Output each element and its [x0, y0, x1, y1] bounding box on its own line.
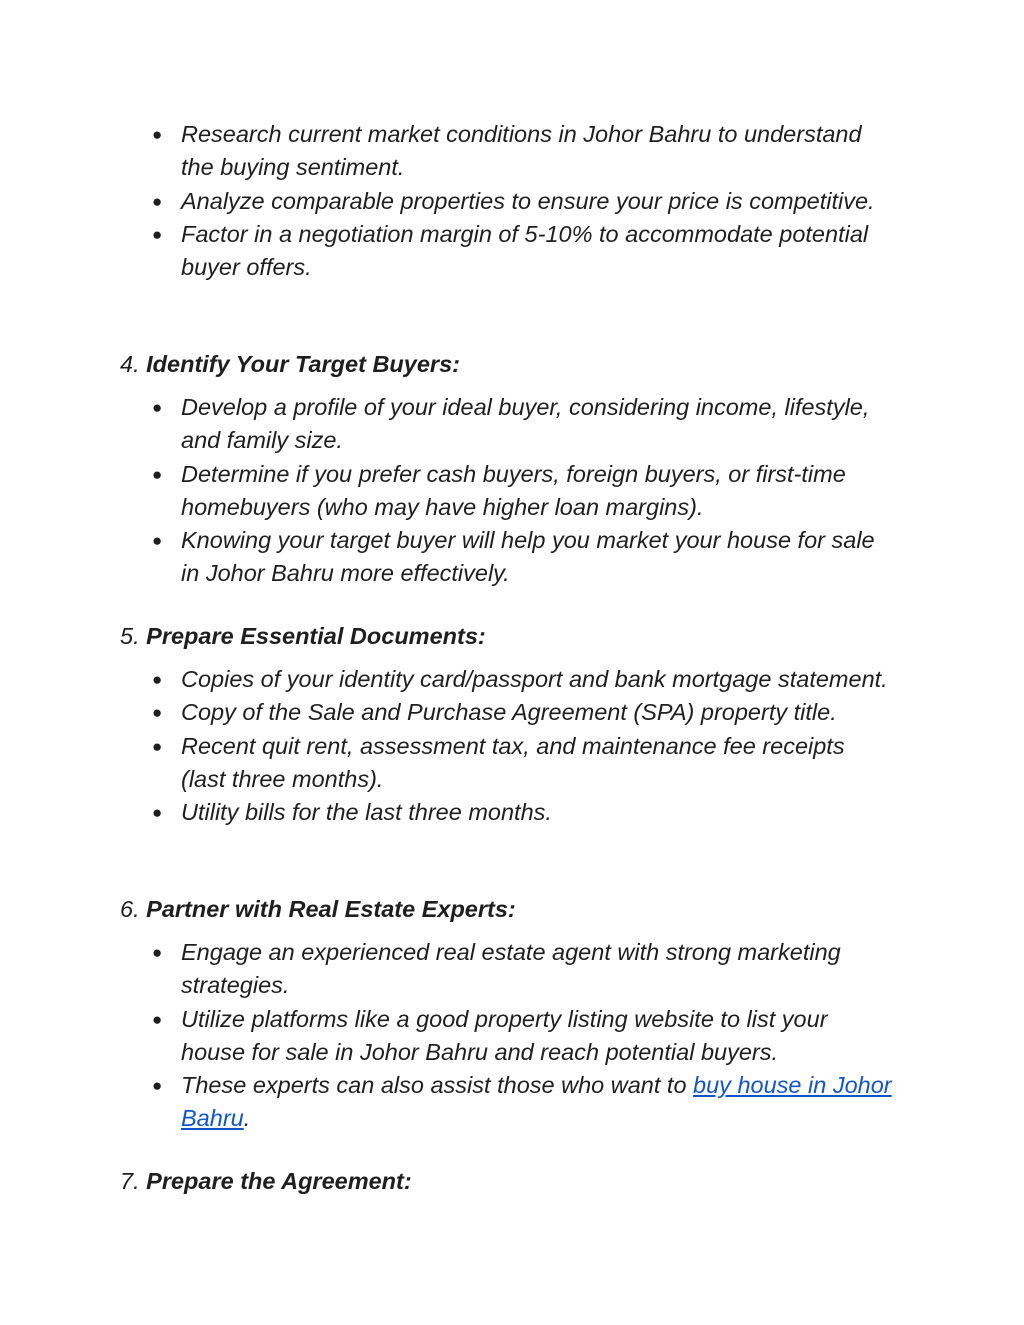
- buy-house-link[interactable]: buy house in Johor Bahru: [181, 1072, 892, 1132]
- list-item: [0, 730, 893, 797]
- bullet-icon: ●: [152, 125, 163, 144]
- bullet-icon: ●: [152, 464, 163, 484]
- list-item: [0, 185, 893, 218]
- list-item: [0, 663, 893, 696]
- bullet-icon: ●: [152, 224, 163, 244]
- section-title: Partner with Real Estate Experts:: [146, 896, 516, 922]
- bullet-icon: ●: [152, 670, 163, 689]
- list-item-text: Analyze comparable properties to ensure your price is competitive.: [181, 187, 875, 214]
- list-item-text: Engage an experienced real estate agent with strong marketing strategies.: [181, 939, 841, 999]
- list-item: [0, 118, 893, 185]
- section-number: 5.: [120, 623, 140, 649]
- bullet-list-experts: [0, 936, 1024, 1136]
- bullet-icon: ●: [152, 1009, 163, 1029]
- bullet-icon: ●: [152, 803, 163, 823]
- list-item-text: Research current market conditions in Johor Bahru to understand the buying sentiment.: [181, 121, 862, 181]
- bullet-icon: ●: [152, 1076, 163, 1096]
- bullet-icon: ●: [152, 531, 163, 551]
- section-heading-5: [120, 620, 486, 653]
- section-number: 6.: [120, 896, 140, 922]
- list-item: [0, 391, 893, 458]
- list-item-text: Factor in a negotiation margin of 5-10% to accommodate potential buyer offers.: [181, 220, 869, 281]
- bullet-icon: ●: [152, 191, 163, 211]
- list-item-text-suffix: .: [243, 1105, 251, 1132]
- list-item-text: Utility bills for the last three months.: [181, 799, 552, 826]
- section-heading-6: [120, 893, 516, 926]
- list-item-text: Determine if you prefer cash buyers, foreign buyers, or first-time homebuyers (who may have higher loan margins).: [181, 460, 846, 520]
- list-item-text: Utilize platforms like a good property listing website to list your house for sale in Johor Bahru and reach potential buyers.: [181, 1005, 828, 1065]
- list-item-text: Knowing your target buyer will help you market your house for sale in Johor Bahru more effectively.: [181, 527, 875, 587]
- list-item-text: Recent quit rent, assessment tax, and maintenance fee receipts (last three months).: [181, 732, 845, 792]
- list-item: [0, 696, 893, 729]
- list-item: [0, 218, 893, 285]
- section-title: Prepare Essential Documents:: [146, 623, 486, 649]
- list-item-text-prefix: These experts can also assist those who want to: [181, 1072, 694, 1099]
- list-item: [0, 458, 893, 525]
- list-item-text: Copy of the Sale and Purchase Agreement (SPA) property title.: [181, 699, 837, 726]
- bullet-icon: ●: [152, 736, 163, 756]
- section-number: 7.: [120, 1168, 140, 1194]
- list-item: [0, 936, 893, 1003]
- bullet-list-pricing: [0, 118, 1024, 284]
- list-item-text: Copies of your identity card/passport and bank mortgage statement.: [181, 666, 888, 692]
- list-item: [0, 1003, 893, 1070]
- list-item: [0, 1069, 893, 1136]
- section-number: 4.: [120, 351, 140, 377]
- bullet-list-documents: [0, 663, 1024, 829]
- bullet-icon: ●: [152, 398, 163, 417]
- list-item: [0, 796, 893, 829]
- section-title: Identify Your Target Buyers:: [146, 351, 460, 377]
- bullet-icon: ●: [152, 943, 163, 962]
- section-title: Prepare the Agreement:: [146, 1168, 412, 1194]
- bullet-list-target-buyers: [0, 391, 1024, 591]
- bullet-icon: ●: [152, 703, 163, 723]
- list-item-text: Develop a profile of your ideal buyer, considering income, lifestyle, and family size.: [181, 394, 870, 454]
- section-heading-4: [120, 348, 460, 381]
- section-heading-7: [120, 1165, 412, 1198]
- list-item: [0, 524, 893, 591]
